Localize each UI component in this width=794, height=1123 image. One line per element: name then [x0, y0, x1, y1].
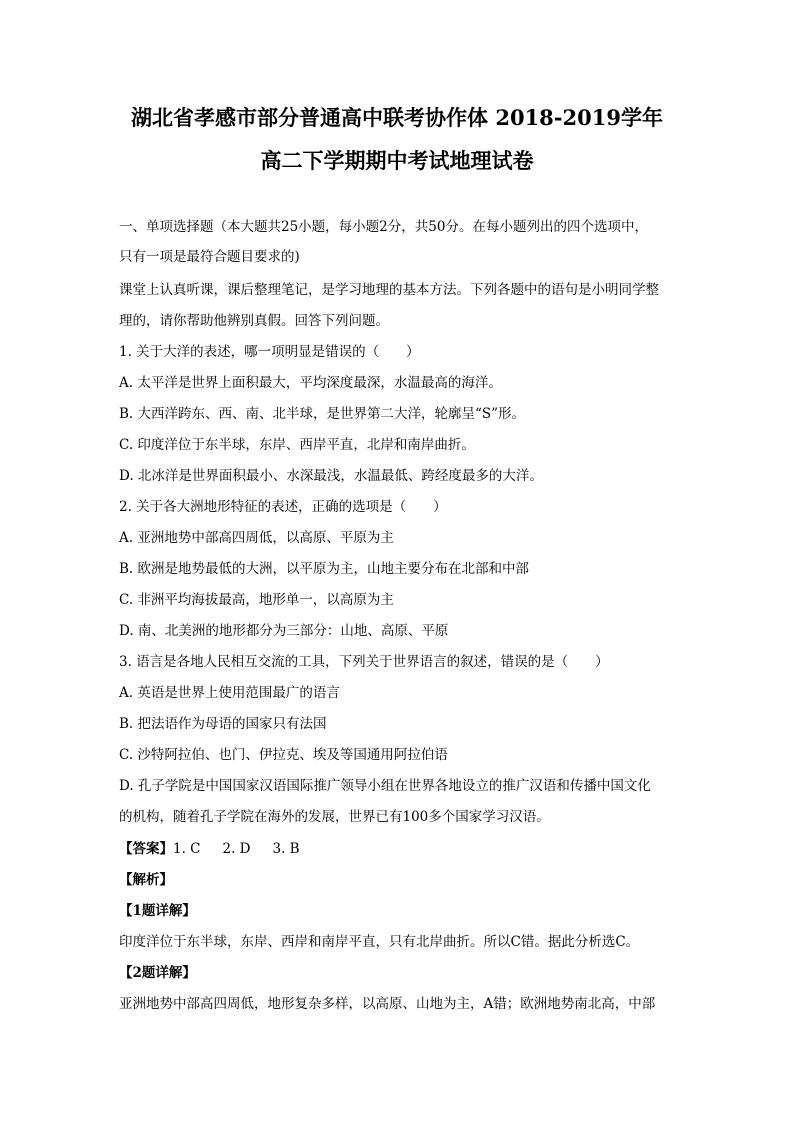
question-1-stem: 1. 关于大洋的表述，哪一项明显是错误的（ ） — [119, 344, 420, 360]
question-2-option-a: A. 亚洲地势中部高四周低，以高原、平原为主 — [119, 530, 394, 546]
question-1-analysis-label: 【1题详解】 — [119, 903, 196, 919]
question-2-analysis-text: 亚洲地势中部高四周低，地形复杂多样，以高原、山地为主，A错；欧洲地势南北高，中部 — [119, 996, 656, 1012]
question-3-stem: 3. 语言是各地人民相互交流的工具，下列关于世界语言的叙述，错误的是（ ） — [119, 654, 609, 670]
question-1-option-c: C. 印度洋位于东半球，东岸、西岸平直，北岸和南岸曲折。 — [119, 437, 475, 453]
section-heading-line-1: 一、单项选择题（本大题共25小题，每小题2分，共50分。在每小题列出的四个选项中， — [119, 219, 648, 235]
exam-title-line-2: 高二下学期期中考试地理试卷 — [260, 148, 534, 173]
question-2-option-d: D. 南、北美洲的地形都分为三部分：山地、高原、平原 — [119, 623, 449, 639]
question-3-option-d-line-1: D. 孔子学院是中国国家汉语国际推广领导小组在世界各地设立的推广汉语和传播中国文化 — [119, 778, 651, 794]
analysis-label: 【解析】 — [119, 872, 173, 888]
intro-line-2: 理的，请你帮助他辨别真假。回答下列问题。 — [119, 313, 389, 329]
section-heading-line-2: 只有一项是最符合题目要求的) — [119, 249, 300, 265]
question-1-option-d: D. 北冰洋是世界面积最小、水深最浅，水温最低、跨经度最多的大洋。 — [119, 468, 543, 484]
question-2-analysis-label: 【2题详解】 — [119, 965, 196, 981]
question-3-option-b: B. 把法语作为母语的国家只有法国 — [119, 716, 327, 732]
question-1-analysis-text: 印度洋位于东半球，东岸、西岸和南岸平直，只有北岸曲折。所以C错。据此分析选C。 — [119, 934, 640, 950]
question-2-stem: 2. 关于各大洲地形特征的表述，正确的选项是（ ） — [119, 499, 447, 515]
question-2-option-b: B. 欧洲是地势最低的大洲，以平原为主，山地主要分布在北部和中部 — [119, 561, 530, 577]
question-1-option-a: A. 太平洋是世界上面积最大，平均深度最深，水温最高的海洋。 — [119, 375, 502, 391]
answer-label: 【答案】 — [119, 841, 173, 857]
question-2-option-c: C. 非洲平均海拔最高，地形单一，以高原为主 — [119, 592, 394, 608]
intro-line-1: 课堂上认真听课，课后整理笔记，是学习地理的基本方法。下列各题中的语句是小明同学整 — [119, 282, 659, 298]
answer-item-3: 3. B — [272, 841, 300, 857]
exam-title-line-1: 湖北省孝感市部分普通高中联考协作体 2018-2019学年 — [131, 105, 663, 130]
question-3-option-a: A. 英语是世界上使用范围最广的语言 — [119, 685, 340, 701]
question-3-option-c: C. 沙特阿拉伯、也门、伊拉克、埃及等国通用阿拉伯语 — [119, 747, 448, 763]
answer-item-1: 1. C — [173, 841, 201, 857]
question-1-option-b: B. 大西洋跨东、西、南、北半球，是世界第二大洋，轮廓呈“S”形。 — [119, 406, 526, 422]
answer-item-2: 2. D — [222, 841, 251, 857]
answer-row — [119, 839, 679, 859]
question-3-option-d-line-2: 的机构，随着孔子学院在海外的发展，世界已有100多个国家学习汉语。 — [119, 809, 550, 825]
